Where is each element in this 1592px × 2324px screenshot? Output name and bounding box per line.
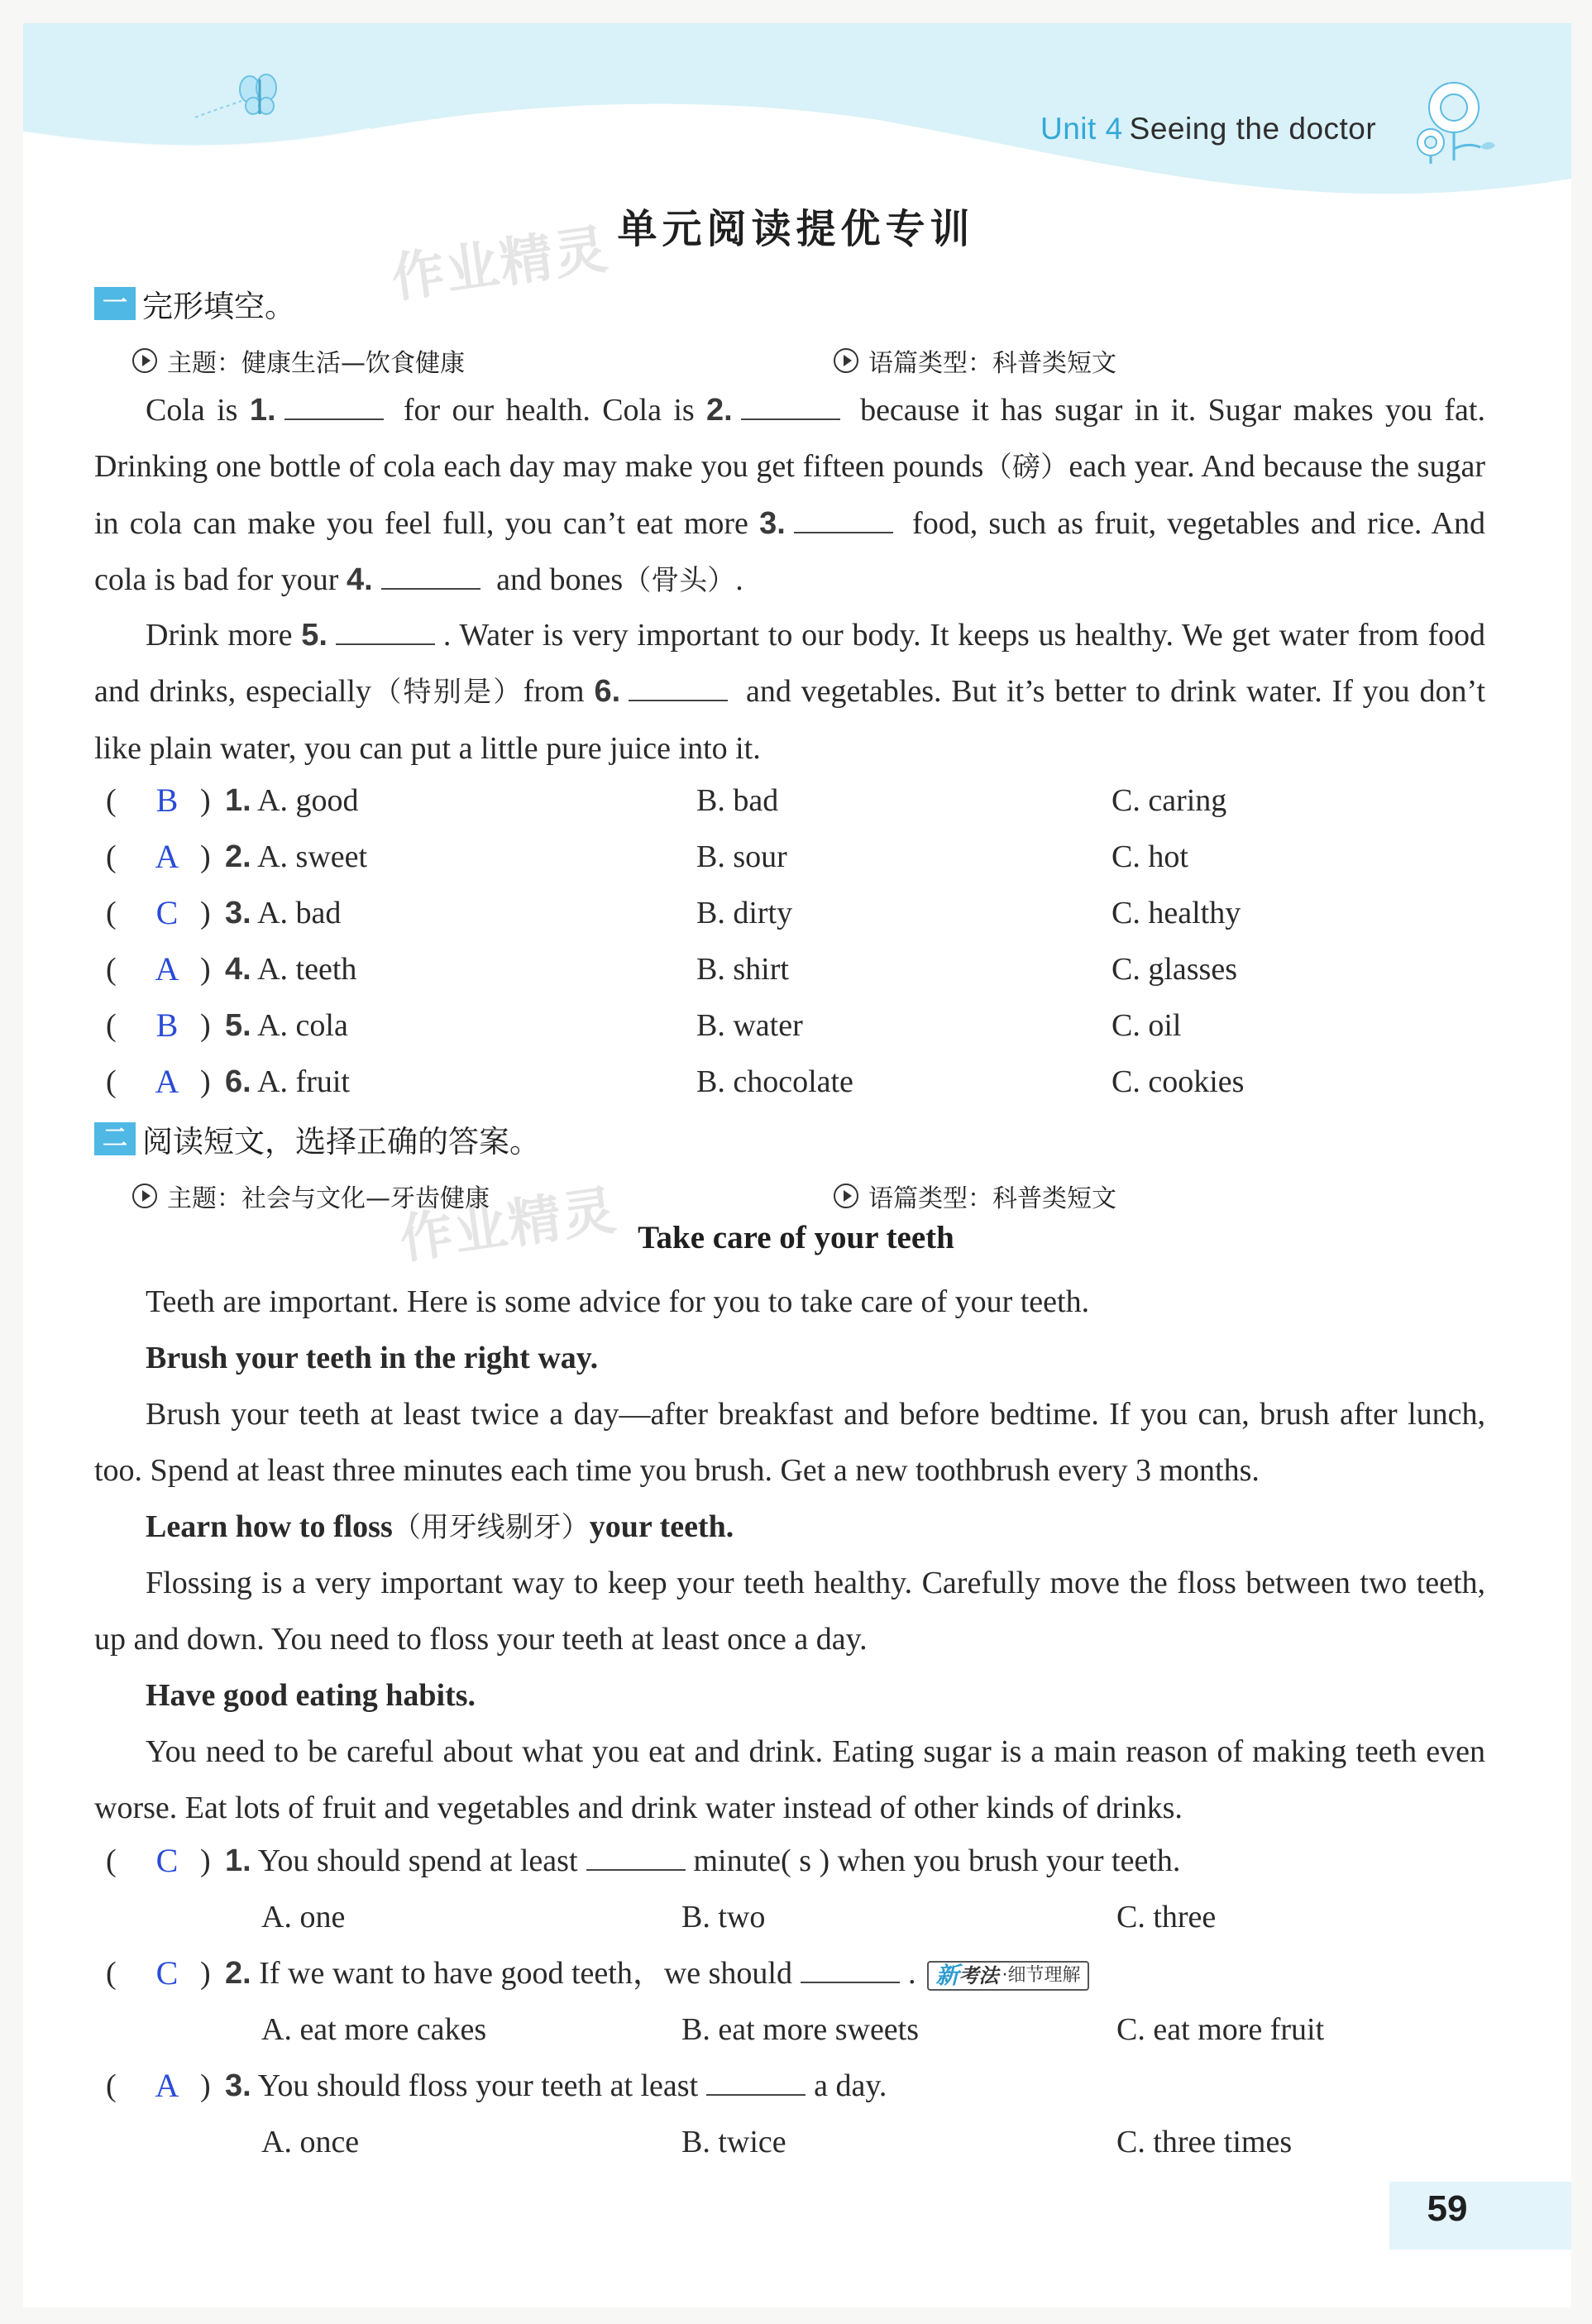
blank[interactable] xyxy=(284,395,384,420)
answer-letter[interactable]: B xyxy=(155,1007,179,1044)
cloze-question: ( A ) 4. A. teeth B. shirt C. glasses xyxy=(94,944,1500,994)
section-2-heading xyxy=(94,1120,540,1158)
reading-options-3 xyxy=(94,2117,1500,2167)
unit-name: Seeing the doctor xyxy=(1129,112,1377,146)
option-a[interactable]: 4. A. teeth xyxy=(225,952,357,987)
option-a[interactable]: 3. A. bad xyxy=(225,896,342,930)
topic-label xyxy=(132,1178,490,1214)
cloze-question: ( B ) 5. A. cola B. water C. oil xyxy=(94,1001,1500,1050)
genre-label xyxy=(834,342,1116,379)
option-b[interactable]: B. two xyxy=(681,1900,766,1934)
topic-text: 主题：健康生活—饮食健康 xyxy=(167,349,465,378)
option-a[interactable]: 6. A. fruit xyxy=(225,1064,350,1099)
blank[interactable] xyxy=(706,2071,806,2096)
section-1-meta xyxy=(132,342,1489,378)
passage-paragraph-3: You need to be careful about what you eat and drink. Eating sugar is a main reason of making teeth even worse. Eat lots of fruit and vegetables and drink water instead of other kinds of drinks. xyxy=(94,1734,1485,1825)
reading-options-1 xyxy=(94,1892,1500,1942)
answer-letter[interactable]: A xyxy=(155,2067,179,2104)
blank[interactable] xyxy=(586,1846,686,1871)
topic-text: 主题：社会与文化—牙齿健康 xyxy=(167,1184,490,1213)
option-b[interactable]: B. shirt xyxy=(696,952,789,987)
cloze-paragraph-1: Cola is 1. for our health. Cola is 2. because it has sugar in it. Sugar makes you fat. Drinking one bottle of cola each day may make you get fifteen pounds（磅）each year. And because the sugar in cola can make you feel full, you can’t eat more 3. food, such as fruit, vegetables and rice. And cola is bad for your 4. and bones（骨头）. xyxy=(94,393,1485,597)
option-a[interactable]: A. once xyxy=(261,2125,360,2159)
page-title: 单元阅读提优专训 xyxy=(617,206,975,252)
blank-number: 4. xyxy=(346,562,373,597)
option-c[interactable]: C. eat more fruit xyxy=(1116,2012,1325,2047)
option-b[interactable]: B. water xyxy=(696,1008,803,1043)
unit-title xyxy=(1040,112,1376,146)
option-a[interactable]: A. one xyxy=(261,1900,346,1934)
cloze-question: ( C ) 3. A. bad B. dirty C. healthy xyxy=(94,888,1500,938)
answer-letter[interactable]: A xyxy=(155,838,179,875)
page-number: 59 xyxy=(1427,2188,1468,2229)
passage-heading-3: Have good eating habits. xyxy=(146,1678,476,1713)
passage-title: Take care of your teeth xyxy=(638,1220,954,1255)
passage-paragraph-1: Brush your teeth at least twice a day—after breakfast and before bedtime. If you can, brush after lunch, too. Spend at least three minutes each time you brush. Get a new toothbrush every 3 months. xyxy=(94,1397,1485,1488)
topic-label xyxy=(132,342,465,379)
blank[interactable] xyxy=(794,509,893,533)
answer-letter[interactable]: C xyxy=(155,1954,179,1992)
cloze-question: ( B ) 1. A. good B. bad C. caring xyxy=(94,776,1500,825)
genre-text: 语篇类型：科普类短文 xyxy=(868,349,1116,378)
answer-letter[interactable]: A xyxy=(155,1063,179,1100)
blank-number: 1. xyxy=(249,393,276,428)
section-number: 一 xyxy=(94,287,136,320)
play-circle-icon xyxy=(834,348,858,373)
option-c[interactable]: C. cookies xyxy=(1112,1064,1245,1099)
section-number: 二 xyxy=(94,1122,136,1155)
option-c[interactable]: C. healthy xyxy=(1112,896,1241,930)
play-circle-icon xyxy=(132,348,157,373)
option-c[interactable]: C. three times xyxy=(1116,2125,1293,2159)
butterfly-icon xyxy=(187,60,286,134)
reading-options-2 xyxy=(94,2005,1500,2054)
watermark: 作业精灵 xyxy=(387,218,613,310)
question-type-badge: 新 考法 ·细节理解 xyxy=(927,1961,1088,1991)
watermark: 作业精灵 xyxy=(395,1179,621,1271)
option-b[interactable]: B. sour xyxy=(696,839,787,874)
answer-letter[interactable]: C xyxy=(155,1842,179,1879)
option-b[interactable]: B. eat more sweets xyxy=(681,2012,920,2047)
option-b[interactable]: B. dirty xyxy=(696,896,793,930)
option-c[interactable]: C. hot xyxy=(1112,839,1188,874)
blank[interactable] xyxy=(741,395,840,420)
answer-letter[interactable]: C xyxy=(155,894,179,931)
option-c[interactable]: C. oil xyxy=(1112,1008,1182,1043)
blank[interactable] xyxy=(336,620,435,645)
passage-intro: Teeth are important. Here is some advice for you to take care of your teeth. xyxy=(146,1284,1090,1319)
option-c[interactable]: C. caring xyxy=(1112,783,1227,818)
option-c[interactable]: C. three xyxy=(1116,1900,1217,1934)
blank[interactable] xyxy=(801,1958,900,1983)
unit-number: Unit 4 xyxy=(1040,112,1123,146)
answer-letter[interactable]: A xyxy=(155,950,179,987)
option-b[interactable]: B. twice xyxy=(681,2125,786,2159)
option-b[interactable]: B. chocolate xyxy=(696,1064,853,1099)
option-a[interactable]: 1. A. good xyxy=(225,783,359,818)
section-title: 阅读短文，选择正确的答案。 xyxy=(142,1124,540,1160)
section-title: 完形填空。 xyxy=(142,289,295,324)
play-circle-icon xyxy=(132,1184,157,1208)
option-a[interactable]: A. eat more cakes xyxy=(261,2012,487,2047)
blank-number: 3. xyxy=(759,506,786,541)
genre-text: 语篇类型：科普类短文 xyxy=(868,1184,1116,1213)
blank-number: 5. xyxy=(301,618,327,653)
section-2-meta xyxy=(132,1178,1489,1211)
cloze-question: ( A ) 2. A. sweet B. sour C. hot xyxy=(94,832,1500,882)
blank[interactable] xyxy=(381,565,480,590)
reading-question-3: ( A ) 3. You should floss your teeth at least a day. xyxy=(94,2061,1500,2111)
blank[interactable] xyxy=(629,677,728,701)
answer-letter[interactable]: B xyxy=(155,782,179,819)
option-a[interactable]: 5. A. cola xyxy=(225,1008,348,1043)
option-a[interactable]: 2. A. sweet xyxy=(225,839,368,874)
section-1-heading xyxy=(94,285,295,323)
blank-number: 2. xyxy=(706,393,733,428)
cloze-question: ( A ) 6. A. fruit B. chocolate C. cookies xyxy=(94,1057,1500,1107)
reading-question-1: ( C ) 1. You should spend at least minute( s ) when you brush your teeth. xyxy=(94,1836,1500,1886)
option-b[interactable]: B. bad xyxy=(696,783,779,818)
play-circle-icon xyxy=(834,1184,858,1208)
blank-number: 6. xyxy=(594,674,621,709)
option-c[interactable]: C. glasses xyxy=(1112,952,1237,987)
passage-heading-1: Brush your teeth in the right way. xyxy=(146,1341,599,1375)
flower-icon xyxy=(1406,74,1505,165)
passage-paragraph-2: Flossing is a very important way to keep your teeth healthy. Carefully move the floss between two teeth, up and down. You need to floss your teeth at least once a day. xyxy=(94,1566,1485,1657)
passage-heading-2: Learn how to floss（用牙线剔牙）your teeth. xyxy=(146,1509,734,1544)
genre-label xyxy=(834,1178,1116,1214)
reading-question-2: ( C ) 2. If we want to have good teeth，we should . 新 考法 ·细节理解 xyxy=(94,1949,1500,1998)
cloze-paragraph-2: Drink more 5. . Water is very important to our body. It keeps us healthy. We get water from food and drinks, especially（特别是）from 6. and vegetables. But it’s better to drink water. If you don’t like plain water, you can put a little pure juice into it. xyxy=(94,618,1486,766)
